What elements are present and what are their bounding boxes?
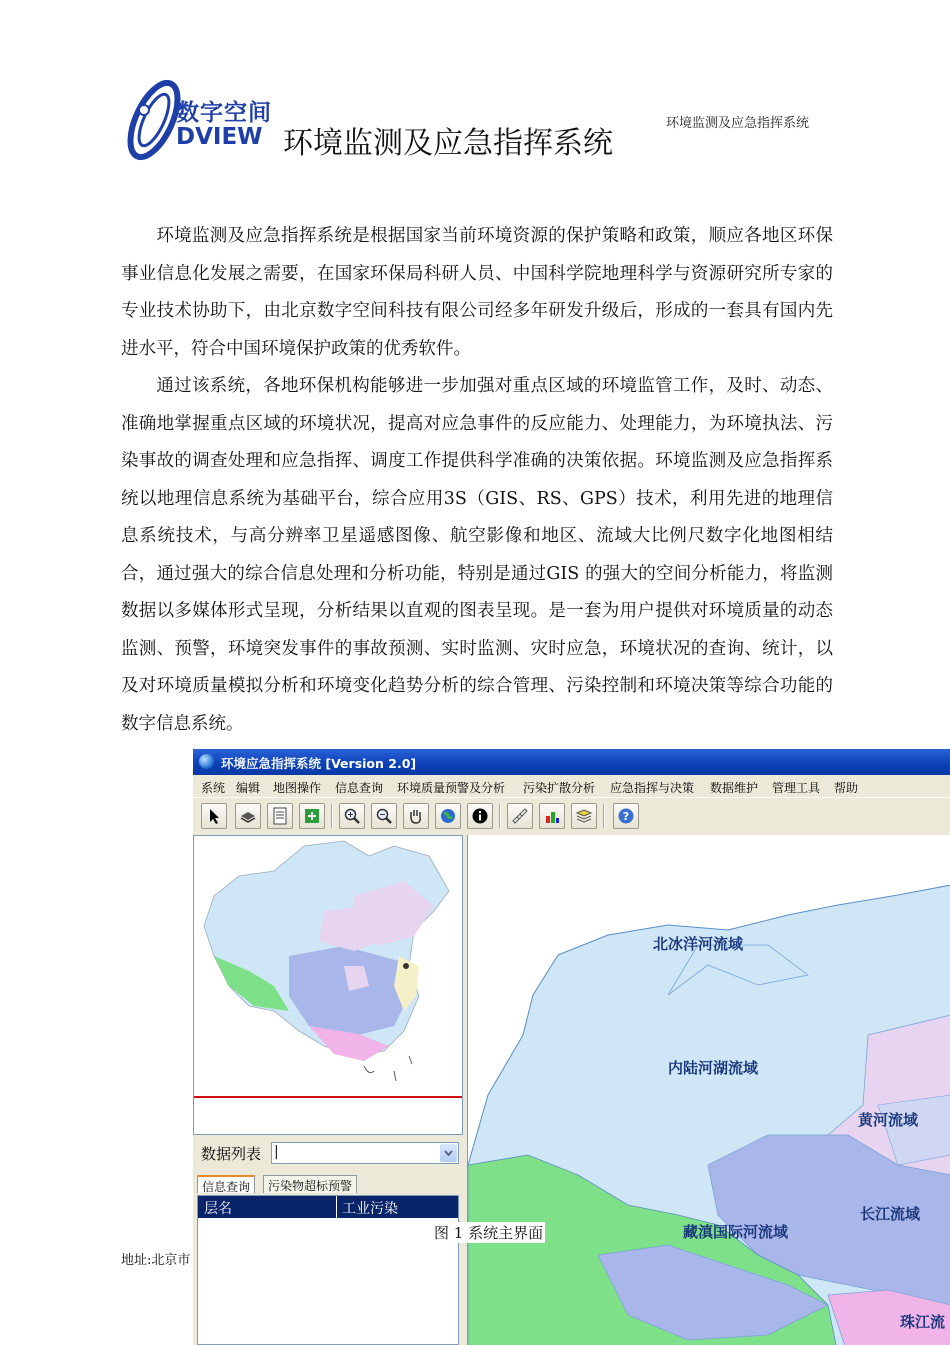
pointer-icon[interactable]	[201, 803, 227, 829]
basin-map	[468, 835, 950, 1345]
menu-map-ops[interactable]: 地图操作	[273, 781, 322, 795]
chart-icon[interactable]	[539, 803, 565, 829]
data-list-value: |	[274, 1144, 279, 1160]
logo-text-en: DVIEW	[176, 124, 263, 150]
china-overview-map	[194, 836, 462, 1094]
label-yangtze-basin: 长江流域	[860, 1205, 921, 1223]
data-list-label: 数据列表	[201, 1145, 262, 1163]
menu-emergency[interactable]: 应急指挥与决策	[610, 781, 695, 795]
footer-address: 地址:北京市	[121, 1253, 191, 1268]
grid-header	[198, 1196, 458, 1218]
chevron-down-icon[interactable]	[440, 1144, 457, 1162]
overview-map[interactable]	[193, 835, 463, 1135]
paragraph-intro	[121, 218, 833, 368]
label-pearl-river-basin: 珠江流	[900, 1313, 946, 1331]
paragraph-intro-text: 环境监测及应急指挥系统是根据国家当前环境资源的保护策略和政策，顺应各地区环保事业信息化发展之需要，在国家环保局科研人员、中国科学院地理科学与资源研究所专家的专业技术协助下，由北京数字空间科技有限公司经多年研发升级后，形成的一套具有国内先进水平，符合中国环境保护政策的优秀软件。	[121, 226, 833, 359]
data-grid[interactable]	[197, 1195, 459, 1345]
data-list-select[interactable]	[271, 1142, 459, 1164]
stack-icon[interactable]	[571, 803, 597, 829]
globe-icon[interactable]	[435, 803, 461, 829]
menu-system[interactable]: 系统	[201, 781, 226, 795]
tab-pollutant-warning[interactable]: 污染物超标预警	[263, 1175, 357, 1193]
ruler-icon[interactable]	[507, 803, 533, 829]
grid-header-layer-name[interactable]: 层名	[204, 1201, 232, 1217]
zoom-out-icon[interactable]	[371, 803, 397, 829]
menu-edit[interactable]: 编辑	[236, 781, 261, 795]
grid-header-industrial[interactable]: 工业污染	[342, 1201, 398, 1217]
app-window-title: 环境应急指挥系统 [Version 2.0]	[221, 756, 417, 771]
pan-hand-icon[interactable]	[403, 803, 429, 829]
zoom-in-icon[interactable]	[339, 803, 365, 829]
document-icon[interactable]	[267, 803, 293, 829]
app-screenshot	[193, 749, 950, 1345]
overview-extent-line	[194, 1096, 462, 1098]
app-titlebar	[193, 749, 950, 775]
figure-caption: 图 1 系统主界面	[434, 1224, 544, 1242]
toolbar	[193, 797, 950, 834]
layers-icon[interactable]	[235, 803, 261, 829]
menu-bar	[193, 775, 950, 797]
export-icon[interactable]	[299, 803, 325, 829]
label-inland-basin: 内陆河湖流域	[668, 1059, 759, 1077]
menu-info-query[interactable]: 信息查询	[335, 781, 384, 795]
info-icon[interactable]	[467, 803, 493, 829]
menu-admin-tools[interactable]: 管理工具	[772, 781, 821, 795]
svg-text:?: ?	[622, 810, 630, 823]
logo-text-cn: 数字空间	[176, 100, 272, 126]
help-icon[interactable]	[613, 803, 639, 829]
main-map[interactable]	[467, 835, 950, 1345]
menu-diffusion[interactable]: 污染扩散分析	[523, 781, 596, 795]
paragraph-features	[121, 368, 833, 743]
menu-env-warning[interactable]: 环境质量预警及分析	[397, 781, 506, 795]
running-header: 环境监测及应急指挥系统	[666, 116, 810, 131]
document-title: 环境监测及应急指挥系统	[283, 126, 613, 161]
tab-strip	[193, 1173, 463, 1195]
tab-info-query[interactable]: 信息查询	[197, 1175, 255, 1193]
menu-help[interactable]: 帮助	[834, 781, 859, 795]
data-list-row	[193, 1139, 463, 1169]
app-globe-icon	[199, 754, 214, 769]
menu-data-maint[interactable]: 数据维护	[710, 781, 759, 795]
label-yellow-river-basin: 黄河流域	[858, 1111, 919, 1129]
paragraph-features-text: 通过该系统，各地环保机构能够进一步加强对重点区域的环境监管工作，及时、动态、准确地掌握重点区域的环境状况，提高对应急事件的反应能力、处理能力，为环境执法、污染事故的调查处理和应急指挥、调度工作提供科学准确的决策依据。环境监测及应急指挥系统以地理信息系统为基础平台，综合应用3S（GIS、RS、GPS）技术，利用先进的地理信息系统技术，与高分辨率卫星遥感图像、航空影像和地区、流域大比例尺数字化地图相结合，通过强大的综合信息处理和分析功能，特别是通过GIS 的强大的空间分析能力，将监测数据以多媒体形式呈现，分析结果以直观的图表呈现。是一套为用户提供对环境质量的动态监测、预警，环境突发事件的事故预测、实时监测、灾时应急，环境状况的查询、统计，以及对环境质量模拟分析和环境变化趋势分析的综合管理、污染控制和环境决策等综合功能的数字信息系统。	[121, 376, 833, 734]
label-arctic-basin: 北冰洋河流域	[653, 935, 744, 953]
label-tibet-yunnan-basin: 藏滇国际河流域	[683, 1223, 789, 1241]
